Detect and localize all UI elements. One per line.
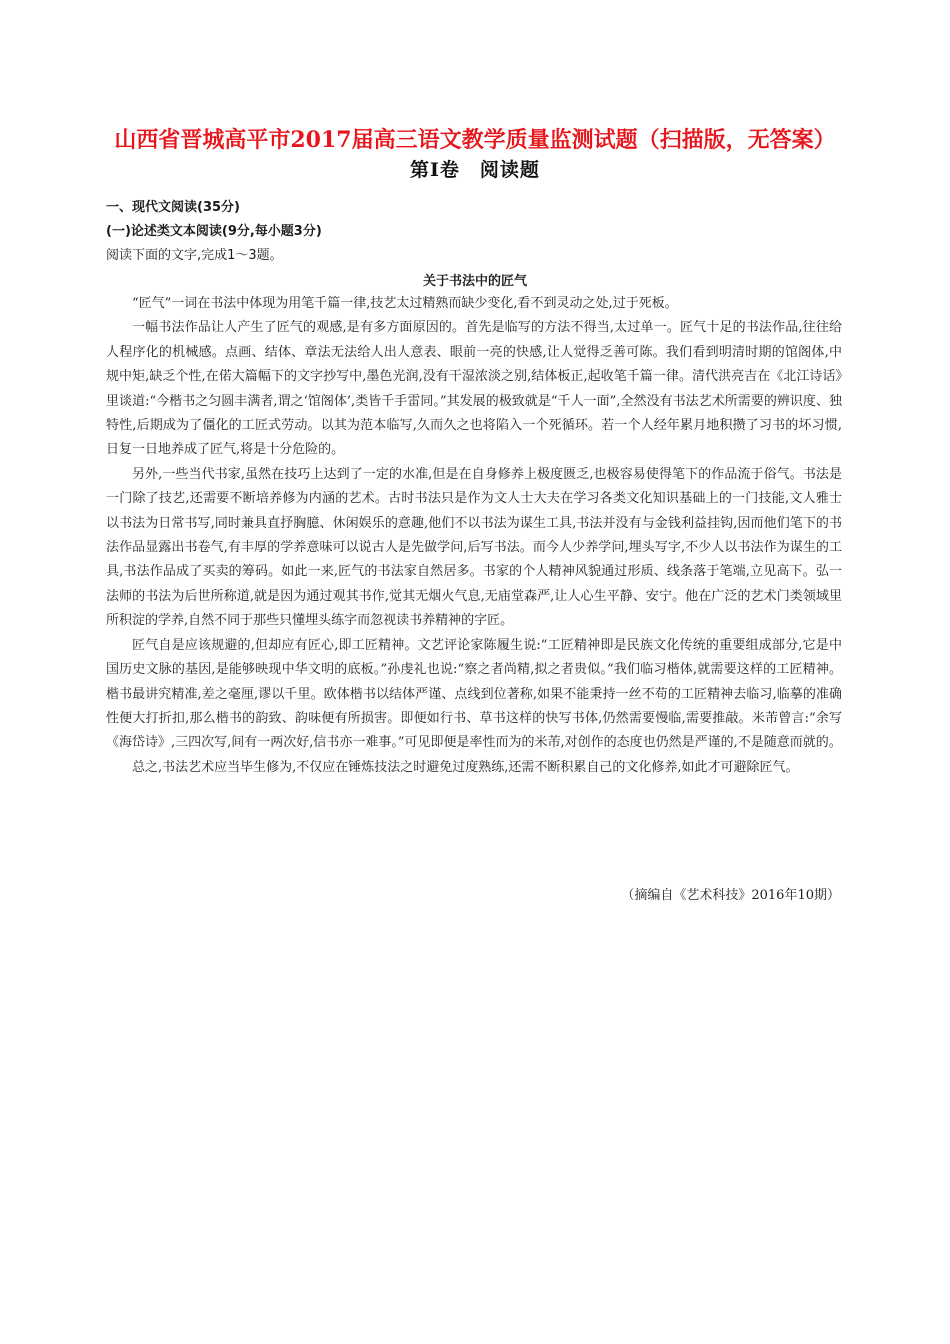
part-heading: 一、现代文阅读(35分) bbox=[106, 200, 240, 215]
source-citation: （摘编自《艺术科技》2016年10期） bbox=[621, 888, 840, 903]
article-paragraph: 匠气自是应该规避的,但却应有匠心,即工匠精神。文艺评论家陈履生说:“工匠精神即是民族文化传统的重要组成部分,它是中国历史文脉的基因,是能够映现中华文明的底板。”孙虔礼也说:“察之者尚精,拟之者贵似。”我们临习楷体,就需要这样的工匠精神。楷书最讲究精准,差之毫厘,谬以千里。欧体楷书以结体严谨、点线到位著称,如果不能秉持一丝不苟的工匠精神去临习,临摹的准确性便大打折扣,那么楷书的韵致、韵味便有所损害。即便如行书、草书这样的快写书体,仍然需要慢临,需要推敲。米芾曾言:“余写《海岱诗》,三四次写,间有一两次好,信书亦一难事。”可见即便是率性而为的米芾,对创作的态度也仍然是严谨的,不是随意而就的。 bbox=[106, 637, 842, 751]
document-title: 山西省晋城高平市2017届高三语文教学质量监测试题（扫描版，无答案） bbox=[114, 127, 836, 153]
article-title: 关于书法中的匠气 bbox=[422, 274, 527, 289]
article-body bbox=[106, 292, 842, 780]
article-paragraph: 一幅书法作品让人产生了匠气的观感,是有多方面原因的。首先是临写的方法不得当,太过单一。匠气十足的书法作品,往往给人程序化的机械感。点画、结体、章法无法给人出人意表、眼前一亮的快感,让人觉得乏善可陈。我们看到明清时期的馆阁体,中规中矩,缺乏个性,在偌大篇幅下的文字抄写中,墨色光润,没有干湿浓淡之别,结体板正,起收笔千篇一律。清代洪亮吉在《北江诗话》里谈道:“今楷书之匀圆丰满者,谓之‘馆阁体’,类皆千手雷同。”其发展的极致就是“千人一面”,全然没有书法艺术所需要的辨识度、独特性,后期成为了僵化的工匠式劳动。以其为范本临写,久而久之也将陷入一个死循环。若一个人经年累月地积攒了习书的坏习惯,日复一日地养成了匠气,将是十分危险的。 bbox=[106, 320, 842, 458]
subpart-heading: (一)论述类文本阅读(9分,每小题3分) bbox=[106, 224, 322, 239]
article-paragraph: 总之,书法艺术应当毕生修为,不仅应在锤炼技法之时避免过度熟练,还需不断积累自己的文化修养,如此才可避除匠气。 bbox=[132, 759, 799, 775]
reading-instruction: 阅读下面的文字,完成1～3题。 bbox=[106, 248, 283, 263]
article-paragraph: “匠气”一词在书法中体现为用笔千篇一律,技艺太过精熟而缺少变化,看不到灵动之处,过于死板。 bbox=[132, 296, 678, 311]
article-paragraph: 另外,一些当代书家,虽然在技巧上达到了一定的水准,但是在自身修养上极度匮乏,也极容易使得笔下的作品流于俗气。书法是一门除了技艺,还需要不断培养修为内涵的艺术。古时书法只是作为文人士大夫在学习各类文化知识基础上的一门技能,文人雅士以书法为日常书写,同时兼具直抒胸臆、休闲娱乐的意趣,他们不以书法为谋生工具,书法并没有与金钱利益挂钩,因而他们笔下的书法作品显露出书卷气,有丰厚的学养意味可以说古人是先做学问,后写书法。而今人少养学问,埋头写字,不少人以书法作为谋生的工具,书法作品成了买卖的筹码。如此一来,匠气的书法家自然居多。书家的个人精神风貌通过形质、线条落于笔端,立见高下。弘一法师的书法为后世所称道,就是因为通过观其书作,觉其无烟火气息,无庙堂森严,让人心生平静、安宁。他在广泛的艺术门类领域里所积淀的学养,自然不同于那些只懂埋头练字而忽视读书养精神的字匠。 bbox=[106, 466, 842, 629]
section-title: 第Ⅰ卷 阅读题 bbox=[410, 159, 540, 181]
